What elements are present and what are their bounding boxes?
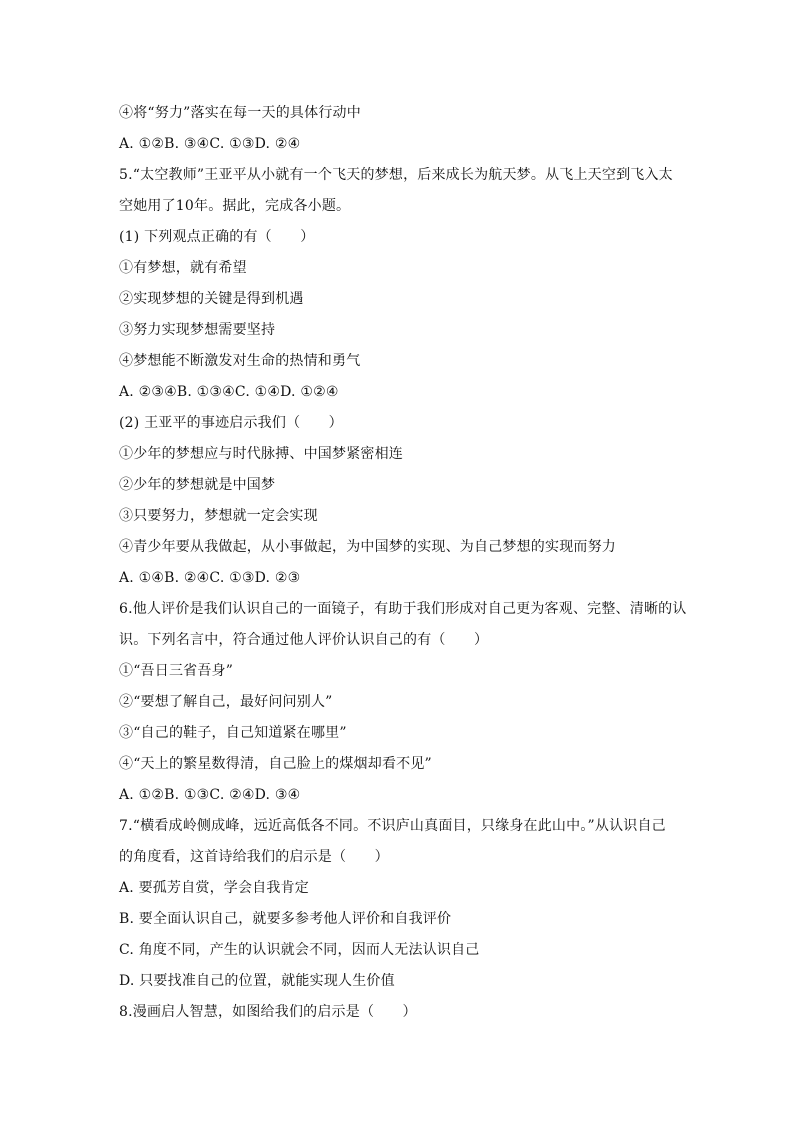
option-d: D. 只要找准自己的位置，就能实现人生价值 <box>119 973 395 989</box>
question-8-stem: 8.漫画启人智慧，如图给我们的启示是（ ） <box>119 1004 417 1020</box>
question-6-stem-line-2: 识。下列名言中，符合通过他人评价认识自己的有（ ） <box>119 632 489 648</box>
option-c: C. 角度不同，产生的认识就会不同，因而人无法认识自己 <box>119 942 480 958</box>
statement-1: ①有梦想，就有希望 <box>119 260 247 276</box>
question-6-stem-line-1: 6.他人评价是我们认识自己的一面镜子，有助于我们形成对自己更为客观、完整、清晰的认 <box>119 601 687 617</box>
question-5-sub-2: (2) 王亚平的事迹启示我们（ ） <box>119 415 343 431</box>
question-5-stem-line-2: 空她用了10年。据此，完成各小题。 <box>119 198 351 214</box>
answer-options-q4: A. ①②B. ③④C. ①③D. ②④ <box>119 136 301 152</box>
option-b: B. 要全面认识自己，就要多参考他人评价和自我评价 <box>119 911 452 927</box>
statement-4: ④青少年要从我做起，从小事做起，为中国梦的实现、为自己梦想的实现而努力 <box>119 539 616 555</box>
quote-2: ②“要想了解自己，最好问问别人” <box>119 694 333 710</box>
answer-options-q5-1: A. ②③④B. ①③④C. ①④D. ①②④ <box>119 384 339 400</box>
quote-1: ①“吾日三省吾身” <box>119 663 234 679</box>
option-line-4: ④将“努力”落实在每一天的具体行动中 <box>119 105 361 121</box>
quote-4: ④“天上的繁星数得清，自己脸上的煤烟却看不见” <box>119 756 432 772</box>
statement-3: ③努力实现梦想需要坚持 <box>119 322 276 338</box>
question-7-stem-line-1: 7.“横看成岭侧成峰，远近高低各不同。不识庐山真面目，只缘身在此山中。”从认识自己 <box>119 818 666 834</box>
answer-options-q6: A. ①②B. ①③C. ②④D. ③④ <box>119 787 301 803</box>
question-7-stem-line-2: 的角度看，这首诗给我们的启示是（ ） <box>119 849 389 865</box>
statement-1: ①少年的梦想应与时代脉搏、中国梦紧密相连 <box>119 446 403 462</box>
question-5-sub-1: (1) 下列观点正确的有（ ） <box>119 229 315 245</box>
question-5-stem-line-1: 5.“太空教师”王亚平从小就有一个飞天的梦想，后来成长为航天梦。从飞上天空到飞入太 <box>119 167 673 183</box>
statement-2: ②实现梦想的关键是得到机遇 <box>119 291 304 307</box>
option-a: A. 要孤芳自赏，学会自我肯定 <box>119 880 310 896</box>
statement-2: ②少年的梦想就是中国梦 <box>119 477 276 493</box>
quote-3: ③“自己的鞋子，自己知道紧在哪里” <box>119 725 347 741</box>
statement-3: ③只要努力，梦想就一定会实现 <box>119 508 318 524</box>
answer-options-q5-2: A. ①④B. ②④C. ①③D. ②③ <box>119 570 301 586</box>
statement-4: ④梦想能不断激发对生命的热情和勇气 <box>119 353 361 369</box>
